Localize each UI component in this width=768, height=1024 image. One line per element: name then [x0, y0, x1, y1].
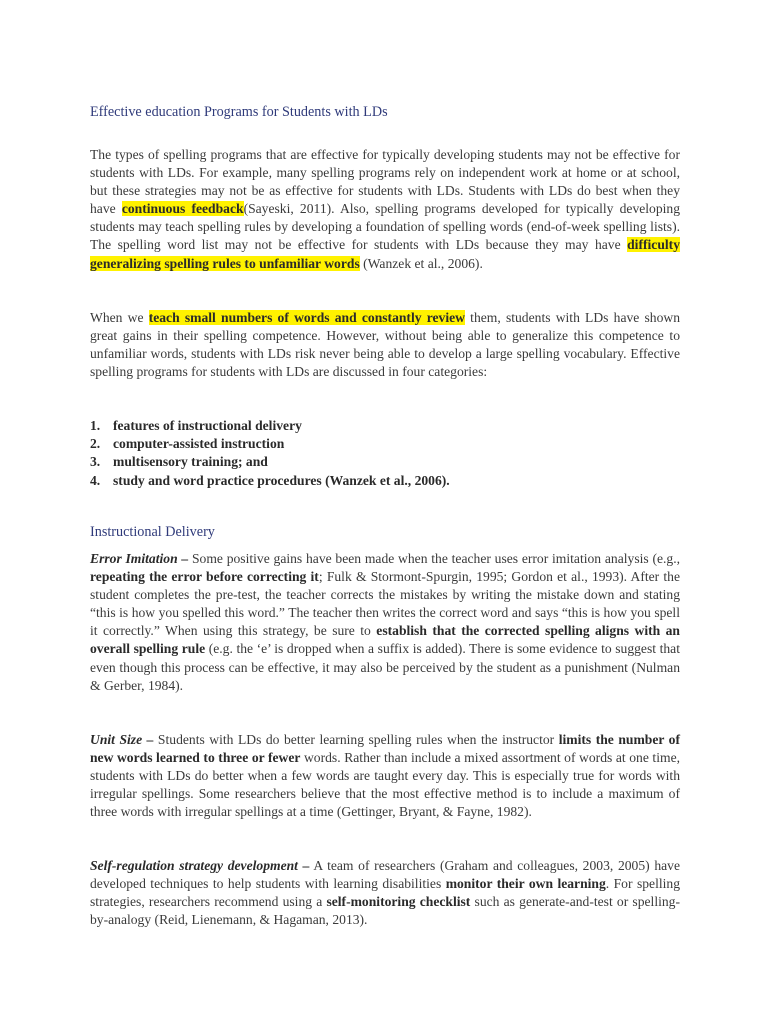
bold-monitor-learning: monitor their own learning — [445, 876, 606, 892]
term-error-imitation: Error Imitation – — [90, 551, 189, 566]
section-heading-instructional-delivery: Instructional Delivery — [90, 524, 215, 540]
p1-text-b: (Sayeski, 2011). Also, spelling programs developed for typically developing students may teach spelling rules by developing a foundation of spelling words (end-of-week spelling lists). The spelling word list may not be effective for students with LDs because they may have — [90, 201, 681, 253]
p1-text-c: (Wanzek et al., 2006). — [359, 255, 483, 271]
bold-limits-new-words: limits the number of new words learned to three or fewer — [90, 732, 681, 766]
list-item: 2. computer-assisted instruction — [90, 436, 285, 452]
paragraph-teach-small-numbers — [90, 309, 680, 381]
highlight-difficulty-generalizing: difficulty generalizing spelling rules to unfamiliar words — [90, 237, 680, 271]
term-self-regulation: Self-regulation strategy development – — [90, 858, 310, 873]
list-item: 3. multisensory training; and — [90, 454, 268, 470]
paragraph-error-imitation: Error Imitation – Some positive gains have been made when the teacher uses error imitation analysis (e.g., repeating the error before correcting it; Fulk & Stormont-Spurgin, 1995; Gordon et al., 1993). After the student completes the pre-test, the teacher corrects the mistakes by writing the mistake down and stating “this is how you spelled this word.” The teacher then writes the correct word and says “this is how you spell it correctly.” When using this strategy, be sure to establish that the corrected spelling aligns with an overall spelling rule (e.g. the ‘e’ is dropped when a suffix is added). There is some evidence to suggest that even though this process can be effective, it may also be perceived by the student as a punishment (Nulman & Gerber, 1984). — [90, 551, 680, 693]
document-title: Effective education Programs for Students with LDs — [90, 104, 388, 120]
categories-list — [90, 417, 450, 490]
p2-text-a: When we — [90, 310, 149, 325]
paragraph-spelling-programs — [90, 146, 680, 273]
bold-self-monitoring-checklist: self-monitoring checklist — [326, 894, 471, 910]
paragraph-unit-size: Unit Size – Students with LDs do better learning spelling rules when the instructor limits the number of new words learned to three or fewer words. Rather than include a mixed assortment of words at one time, students with LDs do better when a few words are taught every day. This is especially true for words with irregular spellings. Some researchers believe that the most effective method is to include a maximum of three words with irregular spellings at a time (Gettinger, Bryant, & Fayne, 1982). — [90, 732, 681, 820]
list-item: 4. study and word practice procedures (Wanzek et al., 2006). — [90, 472, 450, 488]
p1-text-a: The types of spelling programs that are effective for typically developing students may not be effective for students with LDs. For example, many spelling programs rely on independent work at home or at school, but these strategies may not be as effective for students with LDs. Students with LDs do best when they have — [90, 147, 680, 217]
highlight-continuous-feedback: continuous feedback — [121, 201, 244, 217]
highlight-teach-small-numbers: teach small numbers of words and constantly review — [148, 310, 465, 325]
bold-repeating-error: repeating the error before correcting it — [90, 569, 319, 585]
p2-text-b: them, students with LDs have shown great gains in their spelling competence. However, without being able to generalize this competence to unfamiliar words, students with LDs risk never being able to develop a large spelling vocabulary. Effective spelling programs for students with LDs are discussed in four categories: — [90, 310, 681, 380]
list-item: 1. features of instructional delivery — [90, 418, 302, 433]
term-unit-size: Unit Size – — [90, 732, 154, 747]
bold-establish-corrected-spelling: establish that the corrected spelling aligns with an overall spelling rule — [90, 623, 680, 657]
paragraph-self-regulation: Self-regulation strategy development – A team of researchers (Graham and colleagues, 2003, 2005) have developed techniques to help students with learning disabilities monitor their own learning. For spelling strategies, researchers recommend using a self-monitoring checklist such as generate-and-test or spelling-by-analogy (Reid, Lienemann, & Hagaman, 2013). — [90, 858, 681, 928]
